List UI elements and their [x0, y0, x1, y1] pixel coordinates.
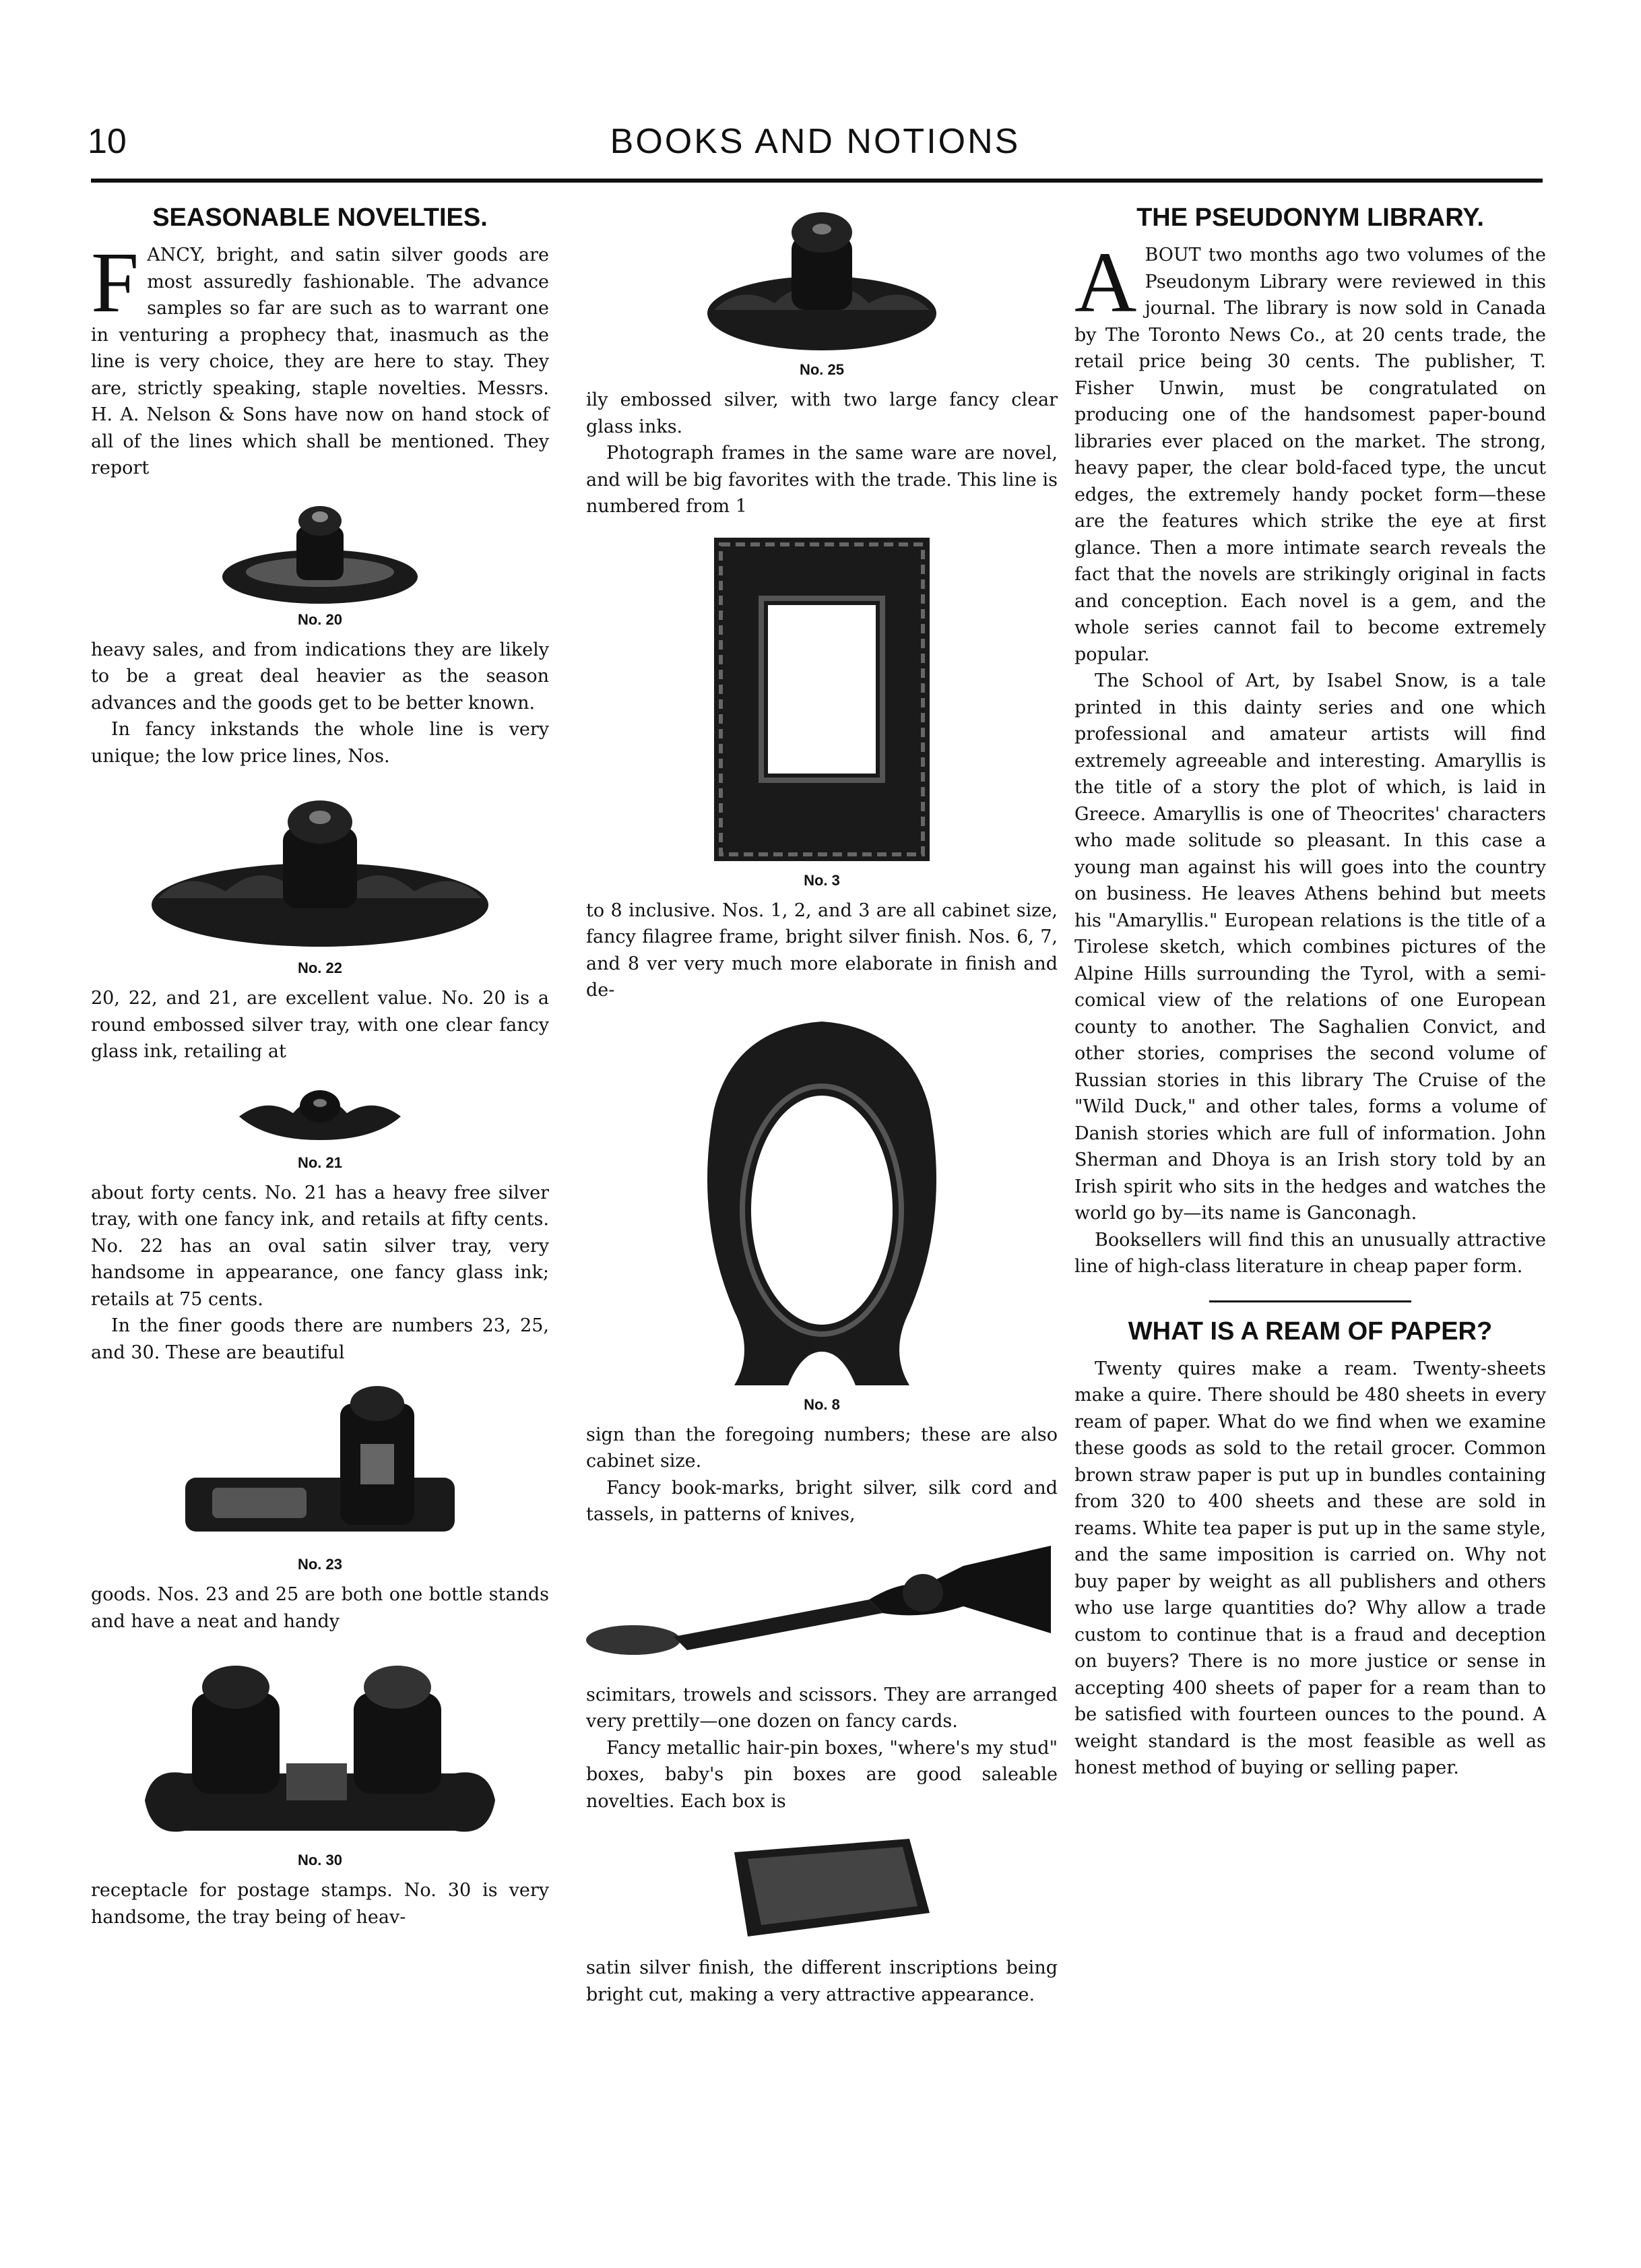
article-paragraph: ABOUT two months ago two volumes of the Pseudonym Library were reviewed in this journal. The library is now sold in Canada by The Toronto News Co., at 20 cents trade, the retail price being 30 cents. The publisher, T. Fisher Unwin, must be congratulated on producing one of the handsomest paper-bound libraries ever placed on the market. The strong, heavy paper, the clear bold-faced type, the uncut edges, the extremely handy pocket form—these are the features which strike the eye at first glance. Then a more intimate search reveals the fact that the novels are strikingly original in facts and conception. Each novel is a gem, and the whole series cannot fail to become extremely popular.	[1074, 234, 1546, 665]
pseudonym-library-heading: THE PSEUDONYM LIBRARY.	[1136, 203, 1484, 232]
inkstand-illustration-no20	[91, 493, 549, 629]
article-paragraph: 20, 22, and 21, are excellent value. No. 20 is a round embossed silver tray, with one clear fancy glass ink, retailing at	[91, 988, 549, 1062]
right-column	[1074, 189, 1546, 1782]
article-paragraph: Fancy metallic hair-pin boxes, "where's my stud" boxes, baby's pin boxes are good saleable novelties. Each box is	[586, 1737, 1058, 1812]
article-paragraph: Booksellers will find this an unusually attractive line of high-class literature in cheap paper form.	[1074, 1229, 1546, 1277]
pin-box-illustration	[586, 1825, 1058, 1947]
page-number: 10	[88, 122, 127, 161]
journal-title: BOOKS AND NOTIONS	[610, 122, 1021, 161]
inkstand-illustration-no30	[91, 1645, 549, 1869]
figure-caption: No. 23	[297, 1556, 343, 1573]
figure-caption: No. 22	[297, 959, 343, 976]
figure-caption: No. 3	[804, 871, 840, 889]
section-divider	[1209, 1300, 1411, 1302]
running-head	[88, 115, 1543, 175]
photo-frame-illustration-no8	[586, 1015, 1058, 1414]
article-paragraph: Twenty quires make a ream. Twenty-sheets make a quire. There should be 480 sheets in every ream of paper. What do we find when we examine these goods as sold to the retail grocer. Common brown straw paper is put up in bundles containing from 320 to 400 sheets and these are sold in reams. White tea paper is put up in the same style, and the same imposition is carried on. Why not buy paper by weight as all publishers and others who use large quantities do? Why allow a trade custom to continue that is a fraud and deception on buyers? There is no more justice or sense in accepting 400 sheets of paper for a ream than to be satisfied with fourteen ounces to the pound. A weight standard is the most feasible as well as honest method of buying or selling paper.	[1074, 1358, 1546, 1778]
article-paragraph: ily embossed silver, with two large fancy clear glass inks.	[586, 389, 1058, 437]
inkstand-illustration-no22	[91, 780, 549, 977]
figure-caption: No. 8	[804, 1395, 840, 1413]
article-paragraph: FANCY, bright, and satin silver goods are most assuredly fashionable. The advance samples so far are such as to warrant one in venturing a prophecy that, inasmuch as the line is very choice, they are here to stay. They are, strictly speaking, staple novelties. Messrs. H. A. Nelson & Sons have now on hand stock of all of the lines which shall be mentioned. They report	[91, 234, 549, 478]
article-paragraph: In fancy inkstands the whole line is very unique; the low price lines, Nos.	[91, 719, 549, 767]
inkstand-illustration-no23	[91, 1377, 549, 1573]
seasonable-novelties-heading: SEASONABLE NOVELTIES.	[152, 203, 488, 232]
article-paragraph: In the finer goods there are numbers 23, 25, and 30. These are beautiful	[91, 1315, 549, 1363]
figure-caption: No. 20	[297, 610, 343, 628]
ream-of-paper-heading: WHAT IS A REAM OF PAPER?	[1128, 1317, 1493, 1346]
article-paragraph: The School of Art, by Isabel Snow, is a tale printed in this dainty series and one which professional and amateur artists will find extremely agreeable and interesting. Amaryllis is the title of a story the plot of which, is laid in Greece. Amaryllis is one of Theocrites' characters who made solitude so pleasant. In this case a young man against his will goes into the country on business. He leaves Athens behind but meets his "Amaryllis." European relations is the title of a Tirolese sketch, which combines pictures of the Alpine Hills surrounding the Tyrol, with a semi-comical view of the relations of one European county to another. The Saghalien Convict, and other stories, comprises the second volume of Russian stories in this library The Cruise of the "Wild Duck," and other tales, forms a volume of Danish stories which are full of information. John Sherman and Dhoya is an Irish story told by an Irish spirit who sits in the hedges and watches the world go by—its name is Ganconagh.	[1074, 670, 1546, 1224]
article-paragraph: Photograph frames in the same ware are novel, and will be big favorites with the trade. This line is numbered from 1	[586, 443, 1058, 517]
article-paragraph: Fancy book-marks, bright silver, silk cord and tassels, in patterns of knives,	[586, 1477, 1058, 1525]
drop-cap: A	[1074, 234, 1137, 330]
photo-frame-illustration-no3	[586, 531, 1058, 889]
header-rule	[91, 179, 1543, 183]
bookmark-illustration	[586, 1539, 1058, 1674]
inkstand-illustration-no25	[586, 202, 1058, 379]
inkstand-illustration-no21	[91, 1076, 549, 1172]
drop-cap: F	[91, 234, 139, 330]
article-paragraph: about forty cents. No. 21 has a heavy free silver tray, with one fancy ink, and retails at fifty cents. No. 22 has an oval satin silver tray, very handsome in appearance, one fancy glass ink; retails at 75 cents.	[91, 1182, 549, 1310]
article-paragraph: to 8 inclusive. Nos. 1, 2, and 3 are all cabinet size, fancy filagree frame, bright silver finish. Nos. 6, 7, and 8 ver very much more elaborate in finish and de-	[586, 900, 1058, 1001]
left-column	[91, 189, 549, 1930]
middle-column	[586, 189, 1058, 2008]
article-paragraph: sign than the foregoing numbers; these are also cabinet size.	[586, 1424, 1058, 1472]
article-paragraph: receptacle for postage stamps. No. 30 is very handsome, the tray being of heav-	[91, 1880, 549, 1928]
figure-caption: No. 21	[297, 1154, 343, 1171]
article-paragraph: scimitars, trowels and scissors. They are arranged very prettily—one dozen on fancy cards.	[586, 1684, 1058, 1732]
article-paragraph: heavy sales, and from indications they are likely to be a great deal heavier as the season advances and the goods get to be better known.	[91, 639, 549, 714]
figure-caption: No. 30	[297, 1852, 343, 1868]
article-paragraph: goods. Nos. 23 and 25 are both one bottle stands and have a neat and handy	[91, 1584, 549, 1632]
figure-caption: No. 25	[799, 361, 845, 378]
article-paragraph: satin silver finish, the different inscriptions being bright cut, making a very attractive appearance.	[586, 1957, 1058, 2005]
